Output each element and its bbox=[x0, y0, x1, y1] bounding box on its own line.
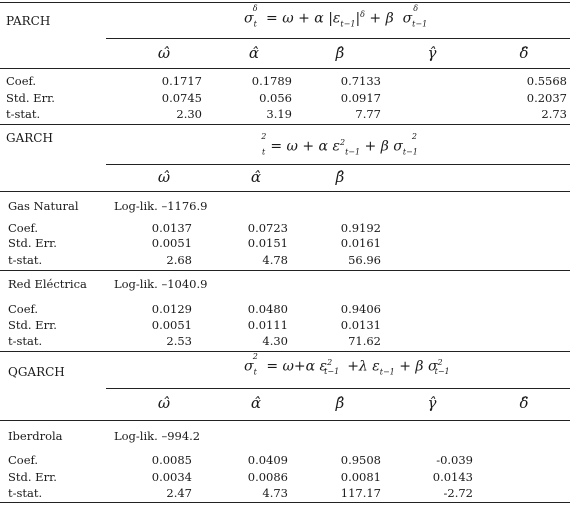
qgarch-cell: 0.0085 bbox=[151, 453, 192, 467]
qgarch-block-name: Iberdrola bbox=[8, 429, 63, 443]
garch-row-label: Coef. bbox=[8, 221, 39, 235]
qgarch-header-delta: δ̂ bbox=[519, 394, 529, 412]
qgarch-row-label: t-stat. bbox=[8, 486, 43, 500]
qgarch-cell: 0.0143 bbox=[432, 470, 473, 484]
parch-cell: 7.77 bbox=[355, 107, 381, 121]
qgarch-cell: 2.47 bbox=[166, 486, 192, 500]
garch-block-rule bbox=[0, 270, 570, 271]
rule-bottom bbox=[0, 502, 570, 503]
qgarch-header-beta: β̂ bbox=[335, 394, 345, 412]
garch-block-name: Gas Natural bbox=[8, 199, 79, 213]
parch-cell: 0.056 bbox=[259, 91, 292, 105]
parch-cell: 0.2037 bbox=[526, 91, 567, 105]
parch-cell: 0.0917 bbox=[340, 91, 381, 105]
garch-cell: 0.0480 bbox=[247, 302, 288, 316]
qgarch-header-gamma: γ̂ bbox=[427, 394, 437, 412]
parch-eq-rule bbox=[106, 38, 570, 39]
qgarch-cell: 0.0081 bbox=[340, 470, 381, 484]
qgarch-eq-rule bbox=[106, 388, 570, 389]
qgarch-loglik: Log-lik. –994.2 bbox=[114, 429, 201, 443]
parch-header-omega: ω̂ bbox=[157, 44, 171, 62]
garch-header-beta: β̂ bbox=[335, 168, 345, 186]
garch-cell: 0.0161 bbox=[340, 236, 381, 250]
parch-cell: 0.1717 bbox=[161, 74, 202, 88]
qgarch-header-omega: ω̂ bbox=[157, 394, 171, 412]
rule-top bbox=[0, 2, 570, 3]
qgarch-cell: 4.73 bbox=[262, 486, 288, 500]
qgarch-equation: $\sigma_t^2 = \omega+\alpha$ $\varepsilon^2_{t-1} +\lambda$ $\varepsilon_{t-1} + \beta$ $\sigma^2_{t-1}$ bbox=[244, 352, 450, 377]
qgarch-title: QGARCH bbox=[8, 365, 65, 379]
garch-header-omega: ω̂ bbox=[157, 168, 171, 186]
garch-cell: 0.0151 bbox=[247, 236, 288, 250]
garch-cell: 4.30 bbox=[262, 334, 288, 348]
parch-row-label: Std. Err. bbox=[6, 91, 55, 105]
qgarch-cell: 0.0409 bbox=[247, 453, 288, 467]
garch-cell: 0.0129 bbox=[151, 302, 192, 316]
garch-row-label: Std. Err. bbox=[8, 318, 57, 332]
garch-row-label: Std. Err. bbox=[8, 236, 57, 250]
parch-bottom-rule bbox=[0, 124, 570, 125]
garch-loglik: Log-lik. –1040.9 bbox=[114, 277, 208, 291]
qgarch-cell: 0.0034 bbox=[151, 470, 192, 484]
qgarch-cell: -0.039 bbox=[436, 453, 473, 467]
garch-header-rule bbox=[0, 191, 570, 192]
garch-cell: 2.53 bbox=[166, 334, 192, 348]
parch-header-delta: δ̂ bbox=[519, 44, 529, 62]
garch-cell: 0.9406 bbox=[340, 302, 381, 316]
garch-row-label: Coef. bbox=[8, 302, 39, 316]
garch-bottom-rule bbox=[0, 351, 570, 352]
garch-equation: $_t^2$= ω + α $\varepsilon^2_{t-1} + \beta$ $\sigma_{t-1}^2$ bbox=[261, 132, 418, 157]
parch-cell: 0.0745 bbox=[161, 91, 202, 105]
parch-equation: $\sigma_t^\delta = \omega + \alpha$ $|\varepsilon_{t-1}|^\delta + \beta$ $\sigma_{t-1}^\delta$ bbox=[244, 4, 428, 29]
garch-title: GARCH bbox=[6, 131, 53, 145]
qgarch-cell: 0.9508 bbox=[340, 453, 381, 467]
garch-cell: 0.0111 bbox=[247, 318, 288, 332]
garch-row-label: t-stat. bbox=[8, 253, 43, 267]
parch-header-gamma: γ̂ bbox=[427, 44, 437, 62]
parch-title: PARCH bbox=[6, 14, 51, 28]
garch-cell: 2.68 bbox=[166, 253, 192, 267]
qgarch-row-label: Coef. bbox=[8, 453, 39, 467]
garch-loglik: Log-lik. –1176.9 bbox=[114, 199, 208, 213]
qgarch-cell: -2.72 bbox=[443, 486, 473, 500]
garch-block-name: Red Eléctrica bbox=[8, 277, 87, 291]
garch-cell: 0.9192 bbox=[340, 221, 381, 235]
garch-cell: 0.0051 bbox=[151, 318, 192, 332]
parch-cell: 3.19 bbox=[266, 107, 292, 121]
qgarch-header-alpha: α̂ bbox=[250, 394, 262, 412]
parch-row-label: t-stat. bbox=[6, 107, 41, 121]
garch-cell: 0.0131 bbox=[340, 318, 381, 332]
qgarch-header-rule bbox=[0, 420, 570, 421]
parch-cell: 0.5568 bbox=[526, 74, 567, 88]
garch-cell: 0.0723 bbox=[247, 221, 288, 235]
garch-cell: 71.62 bbox=[348, 334, 381, 348]
garch-cell: 4.78 bbox=[262, 253, 288, 267]
garch-cell: 0.0137 bbox=[151, 221, 192, 235]
parch-header-rule bbox=[0, 68, 570, 69]
qgarch-row-label: Std. Err. bbox=[8, 470, 57, 484]
garch-header-alpha: α̂ bbox=[250, 168, 262, 186]
garch-cell: 56.96 bbox=[348, 253, 381, 267]
parch-header-alpha: α̂ bbox=[248, 44, 260, 62]
parch-cell: 0.7133 bbox=[340, 74, 381, 88]
garch-eq-rule bbox=[106, 164, 570, 165]
parch-cell: 0.1789 bbox=[251, 74, 292, 88]
parch-header-beta: β̂ bbox=[335, 44, 345, 62]
parch-cell: 2.30 bbox=[176, 107, 202, 121]
qgarch-cell: 0.0086 bbox=[247, 470, 288, 484]
parch-row-label: Coef. bbox=[6, 74, 37, 88]
parch-cell: 2.73 bbox=[541, 107, 567, 121]
qgarch-cell: 117.17 bbox=[340, 486, 381, 500]
garch-cell: 0.0051 bbox=[151, 236, 192, 250]
garch-row-label: t-stat. bbox=[8, 334, 43, 348]
